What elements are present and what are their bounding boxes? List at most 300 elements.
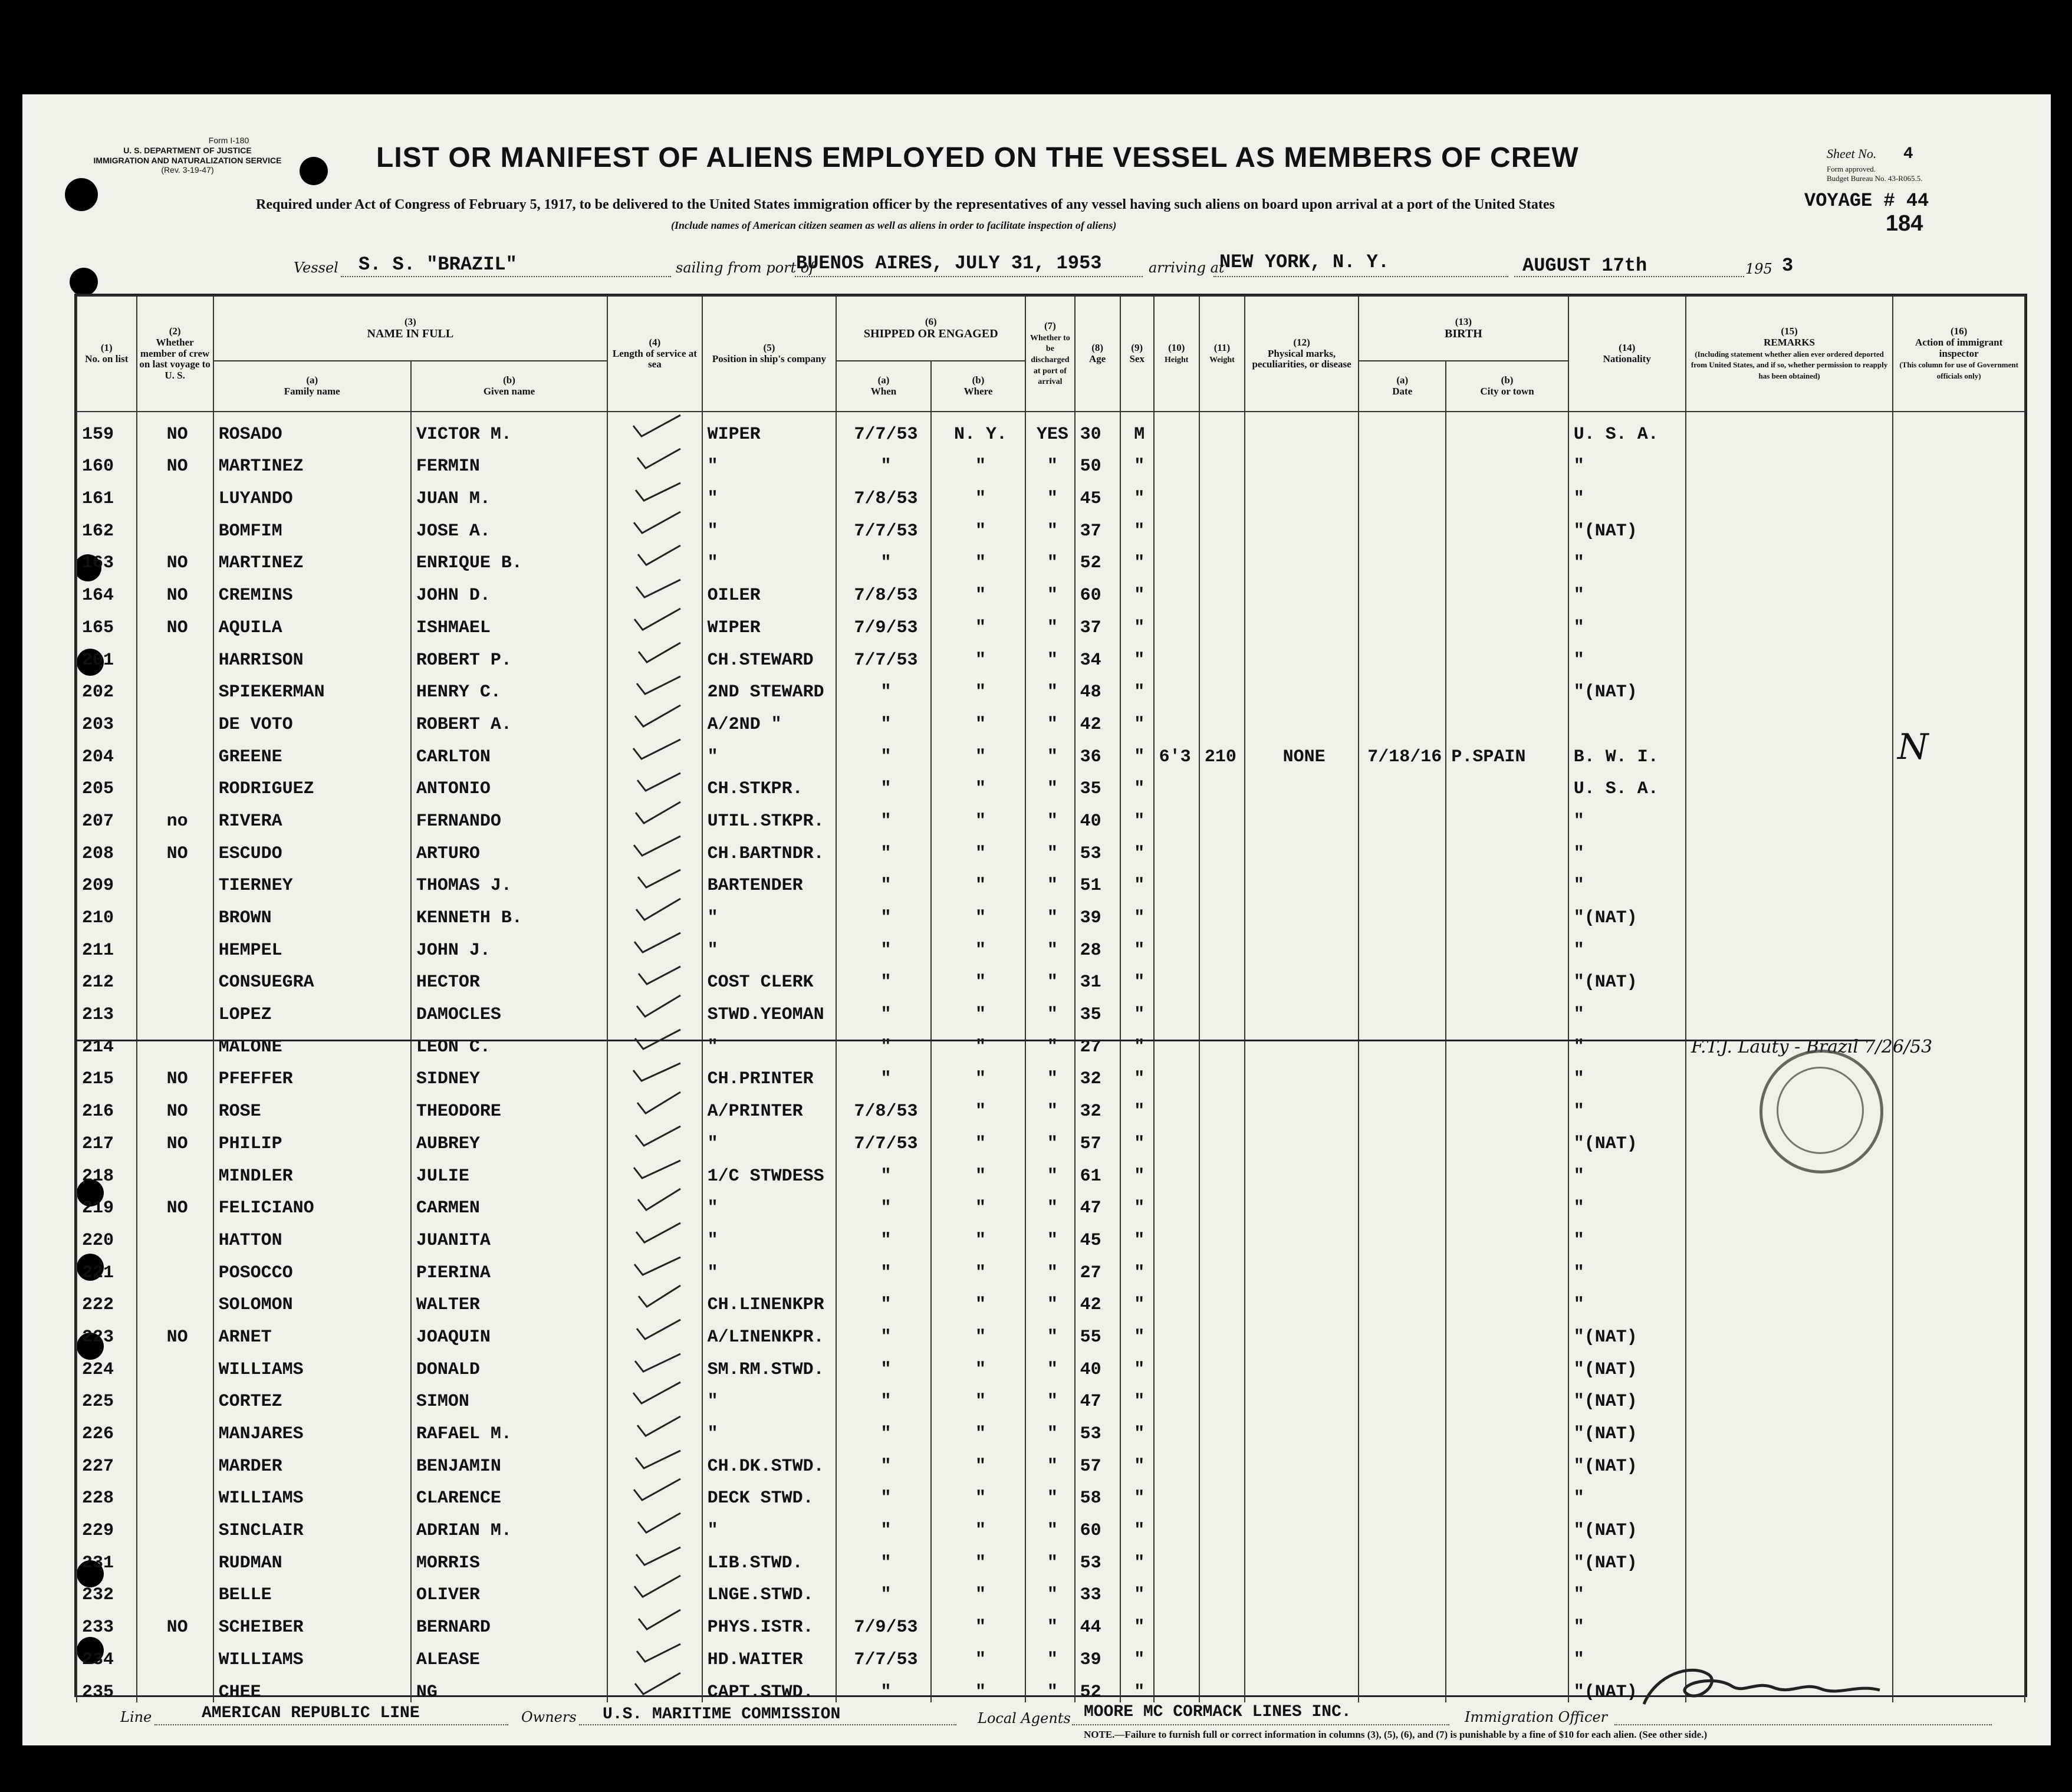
col-12-num: (12) xyxy=(1293,336,1310,348)
cell-physical-marks xyxy=(1245,509,1359,541)
cell-nationality: "(NAT) xyxy=(1568,1670,1686,1702)
cell-shipped-when: " xyxy=(836,1315,931,1347)
cell-service-check xyxy=(607,831,702,864)
officer-signature xyxy=(1638,1651,1886,1716)
cell-service-check xyxy=(607,1122,702,1154)
col-16-note: (This column for use of Government officials only) xyxy=(1899,360,2018,381)
check-mark-icon xyxy=(630,1057,684,1083)
cell-birth-date xyxy=(1359,1218,1446,1251)
cell-weight xyxy=(1199,509,1245,541)
cell-prev-voyage: NO xyxy=(137,1089,213,1122)
cell-given-name: FERNANDO xyxy=(411,799,607,831)
cell-birth-date xyxy=(1359,573,1446,606)
cell-prev-voyage xyxy=(137,476,213,509)
cell-position: CH.PRINTER xyxy=(702,1057,837,1090)
cell-height xyxy=(1154,767,1199,800)
cell-service-check xyxy=(607,509,702,541)
cell-service-check xyxy=(607,1154,702,1186)
table-row xyxy=(77,445,2025,477)
cell-prev-voyage: NO xyxy=(137,573,213,606)
date-underline xyxy=(1514,276,1744,277)
col-7-num: (7) xyxy=(1044,320,1056,331)
check-mark-icon xyxy=(630,1219,684,1245)
cell-inspector-action xyxy=(1893,1573,2025,1606)
cell-birth-date xyxy=(1359,702,1446,735)
cell-height xyxy=(1154,1218,1199,1251)
cell-service-check xyxy=(607,1444,702,1477)
cell-row-number: 232 xyxy=(77,1573,137,1606)
stamp-inner-ring xyxy=(1777,1067,1864,1154)
cell-family-name: SINCLAIR xyxy=(213,1508,411,1541)
cell-shipped-when: " xyxy=(836,1347,931,1380)
cell-family-name: WILLIAMS xyxy=(213,1638,411,1670)
cell-weight xyxy=(1199,1347,1245,1380)
cell-position: " xyxy=(702,1122,837,1154)
cell-service-check xyxy=(607,1380,702,1412)
cell-family-name: RODRIGUEZ xyxy=(213,767,411,800)
cell-prev-voyage: NO xyxy=(137,831,213,864)
manifest-sheet xyxy=(22,94,2051,1745)
cell-birth-city xyxy=(1446,1218,1568,1251)
cell-row-number: 220 xyxy=(77,1218,137,1251)
col-13a-num: (a) xyxy=(1396,374,1409,386)
cell-nationality: " xyxy=(1568,799,1686,831)
cell-row-number: 161 xyxy=(77,476,137,509)
cell-given-name: JULIE xyxy=(411,1154,607,1186)
cell-nationality: U. S. A. xyxy=(1568,412,1686,445)
cell-sex: " xyxy=(1120,864,1154,896)
cell-remarks xyxy=(1686,1186,1893,1219)
cell-shipped-when: " xyxy=(836,831,931,864)
cell-discharged: " xyxy=(1025,702,1074,735)
cell-discharged: " xyxy=(1025,670,1074,703)
cell-inspector-action xyxy=(1893,767,2025,800)
cell-family-name: RUDMAN xyxy=(213,1541,411,1573)
col-4-label: Length of service at sea xyxy=(612,347,697,370)
cell-prev-voyage xyxy=(137,1412,213,1444)
cell-given-name: ADRIAN M. xyxy=(411,1508,607,1541)
cell-height xyxy=(1154,896,1199,928)
cell-height xyxy=(1154,1154,1199,1186)
cell-physical-marks xyxy=(1245,1186,1359,1219)
cell-birth-date xyxy=(1359,606,1446,638)
cell-birth-date xyxy=(1359,670,1446,703)
cell-height xyxy=(1154,799,1199,831)
cell-remarks xyxy=(1686,1315,1893,1347)
cell-age: 39 xyxy=(1075,1638,1120,1670)
cell-age: 60 xyxy=(1075,573,1120,606)
col-8-label: Age xyxy=(1089,353,1106,364)
cell-sex: " xyxy=(1120,1122,1154,1154)
cell-shipped-where: " xyxy=(931,864,1026,896)
cell-family-name: BELLE xyxy=(213,1573,411,1606)
cell-inspector-action xyxy=(1893,638,2025,670)
cell-birth-date xyxy=(1359,1541,1446,1573)
footer-owners: U.S. MARITIME COMMISSION xyxy=(603,1705,841,1724)
check-mark-icon xyxy=(630,1638,684,1664)
form-id-block xyxy=(70,136,305,175)
cell-remarks xyxy=(1686,1380,1893,1412)
cell-row-number: 160 xyxy=(77,445,137,477)
cell-shipped-where: " xyxy=(931,799,1026,831)
cell-birth-city xyxy=(1446,1089,1568,1122)
cell-birth-city xyxy=(1446,1122,1568,1154)
cell-weight xyxy=(1199,638,1245,670)
cell-birth-date xyxy=(1359,961,1446,993)
cell-position: LIB.STWD. xyxy=(702,1541,837,1573)
cell-inspector-action xyxy=(1893,799,2025,831)
cell-row-number: 208 xyxy=(77,831,137,864)
cell-family-name: PHILIP xyxy=(213,1122,411,1154)
cell-weight xyxy=(1199,476,1245,509)
cell-service-check xyxy=(607,1477,702,1509)
cell-birth-date xyxy=(1359,1605,1446,1638)
cell-given-name: DAMOCLES xyxy=(411,992,607,1025)
cell-weight xyxy=(1199,1638,1245,1670)
cell-remarks xyxy=(1686,961,1893,993)
table-row xyxy=(77,928,2025,961)
cell-discharged: " xyxy=(1025,1638,1074,1670)
table-row xyxy=(77,1412,2025,1444)
cell-nationality: "(NAT) xyxy=(1568,509,1686,541)
col-6b-num: (b) xyxy=(972,374,985,386)
cell-given-name: KENNETH B. xyxy=(411,896,607,928)
cell-birth-city xyxy=(1446,1186,1568,1219)
cell-given-name: JOHN J. xyxy=(411,928,607,961)
cell-physical-marks xyxy=(1245,670,1359,703)
col-16-label: Action of immigrant inspector xyxy=(1915,336,2003,359)
cell-nationality: " xyxy=(1568,928,1686,961)
arriving-at: NEW YORK, N. Y. xyxy=(1219,251,1390,273)
cell-shipped-where: " xyxy=(931,767,1026,800)
cell-remarks xyxy=(1686,509,1893,541)
cell-height xyxy=(1154,1347,1199,1380)
cell-row-number: 223 xyxy=(77,1315,137,1347)
vessel-name: S. S. "BRAZIL" xyxy=(359,254,517,275)
table-row xyxy=(77,573,2025,606)
cell-weight xyxy=(1199,992,1245,1025)
cell-age: 47 xyxy=(1075,1186,1120,1219)
footer-owners-underline xyxy=(579,1724,956,1725)
cell-physical-marks xyxy=(1245,1444,1359,1477)
cell-physical-marks xyxy=(1245,1508,1359,1541)
cell-shipped-when: " xyxy=(836,1412,931,1444)
cell-row-number: 228 xyxy=(77,1477,137,1509)
cell-given-name: CLARENCE xyxy=(411,1477,607,1509)
cell-birth-city xyxy=(1446,1638,1568,1670)
arriving-label: arriving at xyxy=(1149,259,1225,276)
cell-given-name: MORRIS xyxy=(411,1541,607,1573)
cell-position: A/LINENKPR. xyxy=(702,1315,837,1347)
cell-height xyxy=(1154,1186,1199,1219)
cell-birth-date xyxy=(1359,445,1446,477)
cell-given-name: FERMIN xyxy=(411,445,607,477)
cell-weight xyxy=(1199,702,1245,735)
cell-sex: " xyxy=(1120,1541,1154,1573)
cell-height xyxy=(1154,476,1199,509)
table-row xyxy=(77,799,2025,831)
cell-given-name: THOMAS J. xyxy=(411,864,607,896)
col-14-num: (14) xyxy=(1619,342,1636,354)
cell-remarks xyxy=(1686,1605,1893,1638)
cell-remarks xyxy=(1686,638,1893,670)
cell-sex: " xyxy=(1120,541,1154,574)
cell-shipped-when: " xyxy=(836,1444,931,1477)
cell-given-name: DONALD xyxy=(411,1347,607,1380)
cell-shipped-when: " xyxy=(836,541,931,574)
cell-age: 47 xyxy=(1075,1380,1120,1412)
cell-discharged: " xyxy=(1025,1218,1074,1251)
cell-inspector-action xyxy=(1893,1154,2025,1186)
cell-shipped-when: " xyxy=(836,1670,931,1702)
cell-weight xyxy=(1199,1057,1245,1090)
cell-age: 33 xyxy=(1075,1573,1120,1606)
check-mark-icon xyxy=(630,1509,684,1535)
footer-officer-underline xyxy=(1614,1724,1992,1725)
cell-shipped-when: " xyxy=(836,767,931,800)
check-mark-icon xyxy=(630,1283,684,1309)
cell-sex: " xyxy=(1120,1186,1154,1219)
cell-prev-voyage xyxy=(137,961,213,993)
cell-inspector-action xyxy=(1893,1315,2025,1347)
cell-weight: 210 xyxy=(1199,735,1245,767)
sailing-label: sailing from port of xyxy=(676,259,815,276)
cell-service-check xyxy=(607,896,702,928)
cell-age: 42 xyxy=(1075,1283,1120,1316)
cell-birth-city xyxy=(1446,896,1568,928)
cell-sex: " xyxy=(1120,638,1154,670)
cell-inspector-action xyxy=(1893,509,2025,541)
cell-age: 51 xyxy=(1075,864,1120,896)
cell-remarks xyxy=(1686,864,1893,896)
cell-birth-city xyxy=(1446,1508,1568,1541)
cell-remarks xyxy=(1686,606,1893,638)
table-row xyxy=(77,638,2025,670)
cell-age: 53 xyxy=(1075,1412,1120,1444)
sailing-from: BUENOS AIRES, JULY 31, 1953 xyxy=(796,252,1102,274)
cell-shipped-when: " xyxy=(836,1477,931,1509)
cell-inspector-action xyxy=(1893,1605,2025,1638)
cell-sex: " xyxy=(1120,1218,1154,1251)
cell-physical-marks xyxy=(1245,799,1359,831)
cell-height xyxy=(1154,1380,1199,1412)
cell-height xyxy=(1154,831,1199,864)
cell-height xyxy=(1154,1283,1199,1316)
cell-shipped-where: " xyxy=(931,961,1026,993)
cell-shipped-where: " xyxy=(931,1057,1026,1090)
cell-sex: " xyxy=(1120,961,1154,993)
cell-given-name: SIMON xyxy=(411,1380,607,1412)
col-8-header xyxy=(1075,296,1120,412)
cell-shipped-where: N. Y. xyxy=(931,412,1026,445)
cell-nationality: "(NAT) xyxy=(1568,1444,1686,1477)
cell-birth-date xyxy=(1359,864,1446,896)
cell-discharged: " xyxy=(1025,606,1074,638)
cell-nationality: "(NAT) xyxy=(1568,961,1686,993)
cell-age: 32 xyxy=(1075,1057,1120,1090)
cell-row-number: 226 xyxy=(77,1412,137,1444)
check-mark-icon xyxy=(630,670,684,696)
cell-birth-date xyxy=(1359,476,1446,509)
cell-nationality: "(NAT) xyxy=(1568,1508,1686,1541)
cell-shipped-when: " xyxy=(836,1283,931,1316)
cell-remarks xyxy=(1686,1283,1893,1316)
cell-service-check xyxy=(607,1670,702,1702)
cell-sex: " xyxy=(1120,1057,1154,1090)
vessel-label: Vessel xyxy=(294,259,338,276)
cell-position: OILER xyxy=(702,573,837,606)
cell-birth-date xyxy=(1359,541,1446,574)
cell-shipped-where: " xyxy=(931,896,1026,928)
table-row xyxy=(77,1089,2025,1122)
footer-officer-label: Immigration Officer xyxy=(1465,1709,1608,1725)
cell-height xyxy=(1154,1573,1199,1606)
cell-height xyxy=(1154,864,1199,896)
cell-inspector-action xyxy=(1893,896,2025,928)
cell-discharged: " xyxy=(1025,1605,1074,1638)
cell-physical-marks xyxy=(1245,1573,1359,1606)
cell-row-number: 214 xyxy=(77,1025,137,1057)
cell-given-name: WALTER xyxy=(411,1283,607,1316)
cell-shipped-where: " xyxy=(931,1541,1026,1573)
cell-birth-date xyxy=(1359,509,1446,541)
subtitle: Required under Act of Congress of February 5, 1917, to be delivered to the United States immigration officer by the representatives of any vessel having such aliens on board upon arrival at a port of the United States xyxy=(256,197,1555,212)
cell-remarks xyxy=(1686,541,1893,574)
cell-sex: " xyxy=(1120,735,1154,767)
cell-service-check xyxy=(607,1218,702,1251)
cell-shipped-when: " xyxy=(836,961,931,993)
cell-birth-date xyxy=(1359,1315,1446,1347)
cell-weight xyxy=(1199,961,1245,993)
cell-row-number: 231 xyxy=(77,1541,137,1573)
check-mark-icon xyxy=(630,1348,684,1374)
cell-prev-voyage xyxy=(137,1573,213,1606)
footer-agents: MOORE MC CORMACK LINES INC. xyxy=(1084,1703,1351,1721)
col-6a-num: (a) xyxy=(877,374,890,386)
cell-given-name: CARMEN xyxy=(411,1186,607,1219)
cell-service-check xyxy=(607,606,702,638)
cell-inspector-action xyxy=(1893,992,2025,1025)
col-16-header xyxy=(1893,296,2025,412)
cell-discharged: " xyxy=(1025,573,1074,606)
table-row xyxy=(77,1315,2025,1347)
col-13-header xyxy=(1359,296,1568,361)
col-7-label: Whether to be discharged at port of arrival xyxy=(1030,333,1070,387)
cell-weight xyxy=(1199,928,1245,961)
form-revision: (Rev. 3-19-47) xyxy=(161,165,214,175)
cell-birth-date xyxy=(1359,1122,1446,1154)
form-number: Form I-180 xyxy=(208,136,249,145)
cell-given-name: JOHN D. xyxy=(411,573,607,606)
cell-inspector-action xyxy=(1893,1057,2025,1090)
cell-weight xyxy=(1199,864,1245,896)
cell-prev-voyage xyxy=(137,1670,213,1702)
cell-inspector-action xyxy=(1893,1186,2025,1219)
cell-physical-marks xyxy=(1245,1057,1359,1090)
cell-shipped-when: " xyxy=(836,864,931,896)
cell-physical-marks xyxy=(1245,541,1359,574)
cell-physical-marks xyxy=(1245,1347,1359,1380)
cell-nationality: " xyxy=(1568,541,1686,574)
cell-remarks xyxy=(1686,799,1893,831)
cell-weight xyxy=(1199,1315,1245,1347)
cell-weight xyxy=(1199,1670,1245,1702)
col-12-header xyxy=(1245,296,1359,412)
consulate-stamp xyxy=(1759,1050,1883,1173)
cell-nationality: " xyxy=(1568,606,1686,638)
cell-birth-city xyxy=(1446,1347,1568,1380)
cell-discharged: " xyxy=(1025,1025,1074,1057)
cell-weight xyxy=(1199,767,1245,800)
cell-birth-date: 7/18/16 xyxy=(1359,735,1446,767)
cell-family-name: HARRISON xyxy=(213,638,411,670)
cell-shipped-where: " xyxy=(931,1638,1026,1670)
cell-given-name: THEODORE xyxy=(411,1089,607,1122)
cell-row-number: 217 xyxy=(77,1122,137,1154)
check-mark-icon xyxy=(630,413,684,439)
col-14-header xyxy=(1568,296,1686,412)
cell-remarks xyxy=(1686,735,1893,767)
cell-shipped-when: 7/7/53 xyxy=(836,1638,931,1670)
cell-age: 27 xyxy=(1075,1025,1120,1057)
cell-position: " xyxy=(702,1186,837,1219)
col-1-header xyxy=(77,296,137,412)
cell-service-check xyxy=(607,767,702,800)
cell-inspector-action xyxy=(1893,1477,2025,1509)
table-row xyxy=(77,1541,2025,1573)
cell-row-number: 204 xyxy=(77,735,137,767)
cell-service-check xyxy=(607,1283,702,1316)
cell-birth-city xyxy=(1446,928,1568,961)
cell-prev-voyage xyxy=(137,1218,213,1251)
cell-birth-city xyxy=(1446,1541,1568,1573)
cell-discharged: " xyxy=(1025,767,1074,800)
cell-service-check xyxy=(607,1508,702,1541)
cell-service-check xyxy=(607,735,702,767)
table-row xyxy=(77,831,2025,864)
col-12-label: Physical marks, peculiarities, or disease xyxy=(1252,347,1351,370)
cell-row-number: 224 xyxy=(77,1347,137,1380)
cell-sex: " xyxy=(1120,1573,1154,1606)
cell-service-check xyxy=(607,1089,702,1122)
cell-sex: " xyxy=(1120,1380,1154,1412)
cell-position: WIPER xyxy=(702,412,837,445)
cell-sex: " xyxy=(1120,573,1154,606)
cell-nationality: "(NAT) xyxy=(1568,1380,1686,1412)
check-mark-icon xyxy=(630,896,684,922)
check-mark-icon xyxy=(630,800,684,826)
cell-inspector-action xyxy=(1893,1380,2025,1412)
cell-shipped-when: 7/9/53 xyxy=(836,1605,931,1638)
cell-family-name: CONSUEGRA xyxy=(213,961,411,993)
cell-shipped-when: 7/7/53 xyxy=(836,1122,931,1154)
cell-shipped-when: 7/8/53 xyxy=(836,1089,931,1122)
cell-shipped-where: " xyxy=(931,445,1026,477)
cell-physical-marks xyxy=(1245,1605,1359,1638)
cell-nationality: " xyxy=(1568,864,1686,896)
cell-shipped-where: " xyxy=(931,1605,1026,1638)
cell-height xyxy=(1154,1541,1199,1573)
cell-age: 61 xyxy=(1075,1154,1120,1186)
cell-physical-marks xyxy=(1245,1089,1359,1122)
cell-row-number: 213 xyxy=(77,992,137,1025)
cell-prev-voyage: no xyxy=(137,799,213,831)
cell-inspector-action xyxy=(1893,1122,2025,1154)
check-mark-icon xyxy=(630,703,684,729)
check-mark-icon xyxy=(630,1186,684,1212)
cell-remarks xyxy=(1686,573,1893,606)
cell-given-name: ROBERT P. xyxy=(411,638,607,670)
